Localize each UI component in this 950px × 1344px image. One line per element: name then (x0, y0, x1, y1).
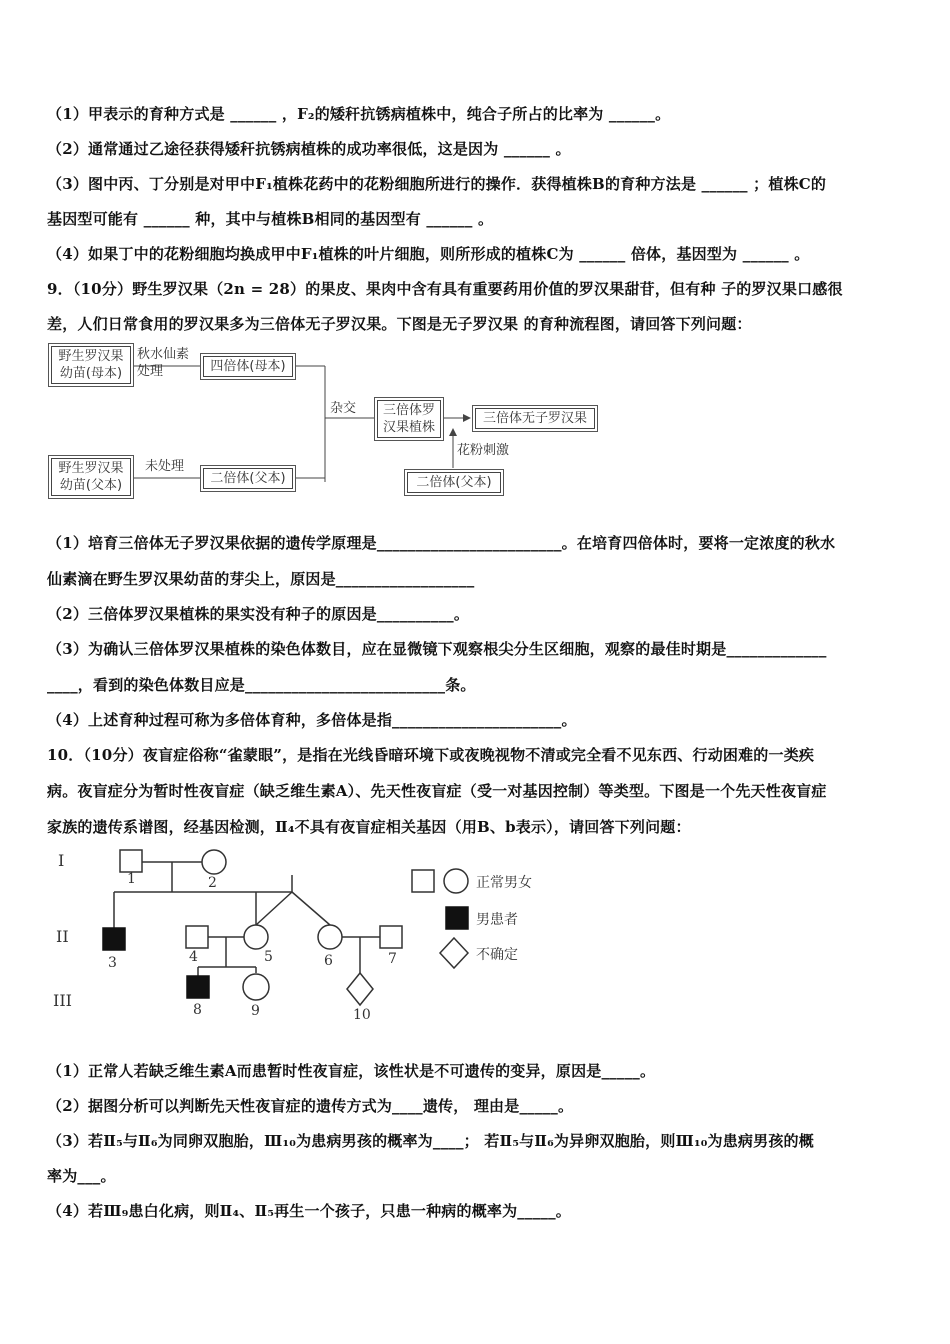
colchicine-label: 秋水仙素处理 (137, 347, 190, 379)
q10-intro-line2: 病。夜盲症分为暂时性夜盲症（缺乏维生素A）、先天性夜盲症（受一对基因控制）等类型。下图是一个先天性夜盲症 (47, 782, 827, 800)
triploid-plant-box: 三倍体罗汉果植株 (377, 400, 441, 438)
label-II3: 3 (108, 955, 117, 971)
individual-III8 (187, 976, 209, 998)
individual-III9 (243, 974, 269, 1000)
individual-II7 (380, 926, 402, 948)
q9-intro-line1: 9．（10分）野生罗汉果（2n = 28）的果皮、果肉中含有具有重要药用价值的罗汉果甜苷，但有种 子的罗汉果口感很 (47, 280, 843, 298)
q9-part2: （2）三倍体罗汉果植株的果实没有种子的原因是__________。 (47, 605, 470, 623)
q8-part2: （2）通常通过乙途径获得矮秆抗锈病植株的成功率很低，这是因为 ______ 。 (47, 140, 571, 158)
q9-part1-line2: 仙素滴在野生罗汉果幼苗的芽尖上，原因是__________________ (47, 570, 475, 588)
q10-part3-line2: 率为___。 (47, 1167, 116, 1185)
label-II5: 5 (264, 949, 273, 965)
individual-I1 (120, 850, 142, 872)
label-I2: 2 (208, 875, 217, 891)
q10-part3-line1: （3）若Ⅱ₅与Ⅱ₆为同卵双胞胎，Ⅲ₁₀为患病男孩的概率为____； 若Ⅱ₅与Ⅱ₆为异卵双胞胎，则Ⅲ₁₀为患病男孩的概 (47, 1132, 814, 1150)
legend-normal-female-icon (444, 869, 468, 893)
q9-part4: （4）上述育种过程可称为多倍体育种，多倍体是指______________________。 (47, 711, 577, 729)
diploid-box: 二倍体(父本) (203, 468, 293, 489)
q9-intro-line2: 差，人们日常食用的罗汉果多为三倍体无子罗汉果。下图是无子罗汉果 的育种流程图，请回答下列问题： (47, 315, 752, 333)
label-II7: 7 (388, 951, 397, 967)
q9-part3-line1: （3）为确认三倍体罗汉果植株的染色体数目，应在显微镜下观察根尖分生区细胞，观察的最佳时期是_____________ (47, 640, 827, 658)
cross-label: 杂交 (330, 401, 357, 416)
q8-part3-line1: （3）图中丙、丁分别是对甲中F₁植株花药中的花粉细胞所进行的操作．获得植株B的育种方法是 ______ ；植株C的 (47, 175, 827, 193)
generation-III-label: III (53, 991, 72, 1010)
q10-part2: （2）据图分析可以判断先天性夜盲症的遗传方式为____遗传， 理由是_____。 (47, 1097, 574, 1115)
seedless-fruit-box: 三倍体无子罗汉果 (475, 408, 595, 429)
legend-uncertain-icon (440, 938, 468, 968)
father-seedling-box: 野生罗汉果幼苗(父本) (51, 458, 131, 496)
individual-II5 (244, 925, 268, 949)
individual-II6 (318, 925, 342, 949)
untreated-label: 未处理 (145, 459, 185, 474)
legend-affected-label: 男患者 (476, 912, 518, 928)
label-III10: 10 (353, 1007, 371, 1023)
individual-III10 (347, 973, 373, 1005)
breeding-flowchart (45, 340, 605, 505)
individual-II3 (103, 928, 125, 950)
legend-affected-male-icon (446, 907, 468, 929)
label-I1: 1 (127, 871, 136, 887)
label-II6: 6 (324, 953, 333, 969)
q10-part4: （4）若Ⅲ₉患白化病，则Ⅱ₄、Ⅱ₅再生一个孩子，只患一种病的概率为_____。 (47, 1202, 571, 1220)
q10-part1: （1）正常人若缺乏维生素A而患暂时性夜盲症，该性状是不可遗传的变异，原因是_____。 (47, 1062, 656, 1080)
individual-II4 (186, 926, 208, 948)
label-II4: 4 (189, 949, 198, 965)
q8-part3-line2: 基因型可能有 ______ 种，其中与植株B相同的基因型有 ______ 。 (47, 210, 494, 228)
mother-seedling-box: 野生罗汉果幼苗(母本) (51, 346, 131, 384)
q10-intro-line3: 家族的遗传系谱图，经基因检测，Ⅱ₄不具有夜盲症相关基因（用B、b表示），请回答下列问题： (47, 818, 691, 836)
label-III8: 8 (193, 1002, 202, 1018)
legend-uncertain-label: 不确定 (476, 947, 518, 963)
generation-I-label: I (58, 851, 65, 870)
legend-normal-label: 正常男女 (476, 875, 532, 891)
label-III9: 9 (251, 1003, 260, 1019)
pedigree-chart (48, 845, 568, 1035)
pollen-stimulation-label: 花粉刺激 (457, 443, 510, 458)
q8-part1: （1）甲表示的育种方式是 ______ ，F₂的矮秆抗锈病植株中，纯合子所占的比率为 ______。 (47, 105, 671, 123)
legend-normal-male-icon (412, 870, 434, 892)
q9-part3-line2: ____，看到的染色体数目应是__________________________条。 (47, 676, 476, 694)
individual-I2 (202, 850, 226, 874)
q10-intro-line1: 10．（10分）夜盲症俗称“雀蒙眼”，是指在光线昏暗环境下或夜晚视物不清或完全看不见东西、行动困难的一类疾 (47, 746, 815, 764)
q9-part1-line1: （1）培育三倍体无子罗汉果依据的遗传学原理是________________________。在培育四倍体时，要将一定浓度的秋水 (47, 534, 836, 552)
diploid-pollen-box: 二倍体(父本) (407, 472, 501, 493)
generation-II-label: II (56, 927, 69, 946)
tetraploid-box: 四倍体(母本) (203, 356, 293, 377)
q8-part4: （4）如果丁中的花粉细胞均换成甲中F₁植株的叶片细胞，则所形成的植株C为 ______ 倍体，基因型为 ______ 。 (47, 245, 810, 263)
